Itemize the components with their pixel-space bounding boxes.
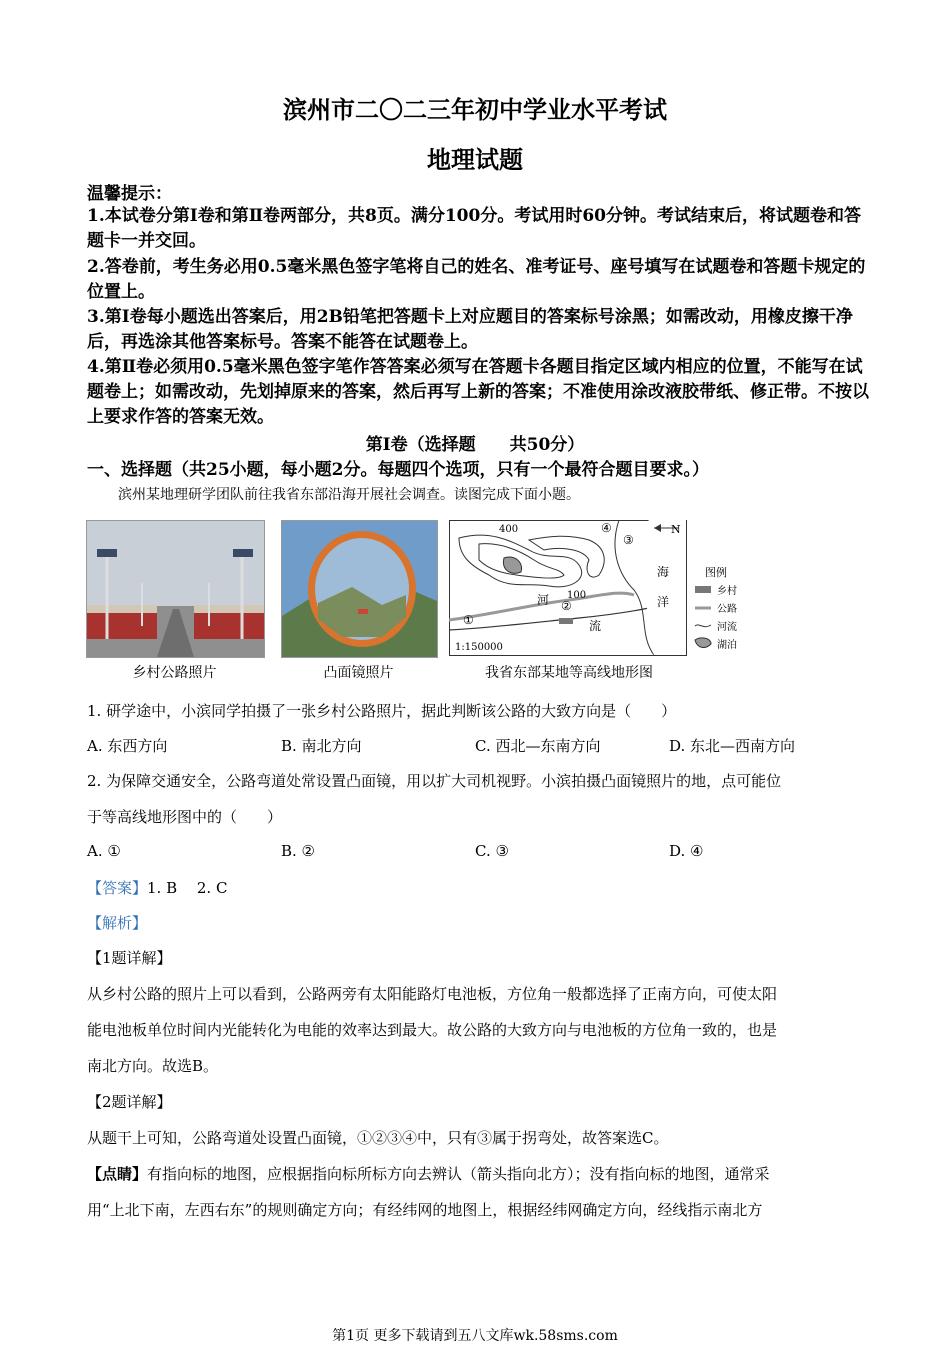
q1-option-b: B. 南北方向 <box>281 737 362 755</box>
tip-text-1: 有指向标的地图，应根据指向标所标方向去辨认（箭头指向北方）；没有指向标的地图，通常采 <box>147 1165 770 1183</box>
answer-value: 1. B 2. C <box>147 879 228 897</box>
north-arrow-label: N <box>671 523 681 536</box>
legend-lake-swatch <box>695 638 711 648</box>
point-4-label: ④ <box>601 521 612 535</box>
q2-option-d: D. ④ <box>669 842 704 860</box>
tip-label: 【点睛】 <box>87 1165 148 1183</box>
legend-river-swatch <box>695 625 711 627</box>
legend-title: 图例 <box>705 566 727 579</box>
river-label-1: 河 <box>537 593 550 607</box>
q1-option-c: C. 西北—东南方向 <box>475 737 601 755</box>
q2-option-c: C. ③ <box>475 842 509 860</box>
legend-river: 河流 <box>717 622 737 633</box>
question-intro: 滨州某地理研学团队前往我省东部沿海开展社会调查。读图完成下面小题。 <box>118 487 580 503</box>
part-heading: 一、选择题（共25小题，每小题2分。每题四个选项，只有一个最符合题目要求。） <box>87 460 709 480</box>
q1-option-d: D. 东北—西南方向 <box>669 737 796 755</box>
section-title: 第Ⅰ卷（选择题 共50分） <box>365 435 585 455</box>
convex-mirror-caption: 凸面镜照片 <box>323 665 394 681</box>
notice-item-2: 2.答卷前，考生务必用0.5毫米黑色签字笔将自己的姓名、准考证号、座号填写在试题卷和答题卡规定的位置上。 <box>87 257 866 302</box>
q1-analysis-line-3: 南北方向。故选B。 <box>87 1057 219 1075</box>
page-footer: 第1页 更多下载请到五八文库wk.58sms.com <box>332 1328 618 1344</box>
q1-analysis-line-2: 能电池板单位时间内光能转化为电能的效率达到最大。故公路的大致方向与电池板的方位角一致的，也是 <box>87 1021 778 1039</box>
point-3-label: ③ <box>623 533 634 547</box>
notice-item-1: 1.本试卷分第Ⅰ卷和第Ⅱ卷两部分，共8页。满分100分。考试用时60分钟。考试结束后，将试题卷和答题卡一并交回。 <box>87 206 861 251</box>
answer-label: 【答案】 <box>87 879 148 897</box>
q1-analysis-line-1: 从乡村公路的照片上可以看到，公路两旁有太阳能路灯电池板，方位角一般都选择了正南方向，可使太阳 <box>87 985 778 1003</box>
point-2-label: ② <box>561 599 572 613</box>
convex-mirror-illustration <box>282 521 437 657</box>
rural-road-caption: 乡村公路照片 <box>132 665 217 681</box>
q2-analysis-heading: 【2题详解】 <box>87 1093 172 1111</box>
sea-label-2: 洋 <box>657 595 670 609</box>
analysis-label: 【解析】 <box>87 914 148 932</box>
question-1-text: 1. 研学途中，小滨同学拍摄了一张乡村公路照片，据此判断该公路的大致方向是（ ） <box>87 702 677 720</box>
map-scale: 1:150000 <box>455 642 503 653</box>
question-2-line-1: 2. 为保障交通安全，公路弯道处常设置凸面镜，用以扩大司机视野。小滨拍摄凸面镜照片的地，点可能位 <box>87 772 782 790</box>
contour-map-graphic <box>449 520 749 656</box>
answer-line <box>87 877 227 898</box>
contour-100-label: 100 <box>567 590 587 601</box>
q2-analysis-line: 从题干上可知，公路弯道处设置凸面镜，①②③④中，只有③属于拐弯处，故答案选C。 <box>87 1129 669 1147</box>
notice-item-3: 3.第Ⅰ卷每小题选出答案后，用2B铅笔把答题卡上对应题目的答案标号涂黑；如需改动，用橡皮擦干净后，再选涂其他答案标号。答案不能答在试题卷上。 <box>87 307 853 352</box>
sea-label-1: 海 <box>657 565 670 579</box>
legend-road: 公路 <box>717 604 737 615</box>
convex-mirror-photo <box>281 520 438 658</box>
legend-village: 乡村 <box>717 586 737 597</box>
rural-road-illustration <box>87 521 264 657</box>
notice-heading: 温馨提示： <box>87 184 172 204</box>
exam-subtitle: 地理试题 <box>427 145 523 174</box>
legend-village-swatch <box>695 586 711 593</box>
rural-road-photo <box>86 520 265 658</box>
notice-item-4: 4.第Ⅱ卷必须用0.5毫米黑色签字笔作答答案必须写在答题卡各题目指定区域内相应的位置，不能写在试题卷上；如需改动，先划掉原来的答案，然后再写上新的答案；不准使用涂改液胶带纸、修正带。不按以上要求作答的答案无效。 <box>87 357 869 427</box>
tip-line-1 <box>87 1163 867 1184</box>
contour-map <box>449 520 749 656</box>
tip-line-2: 用“上北下南，左西右东”的规则确定方向；有经纬网的地图上，根据经纬网确定方向，经线指示南北方 <box>87 1201 763 1219</box>
contour-map-caption: 我省东部某地等高线地形图 <box>485 665 653 681</box>
legend-lake: 湖泊 <box>717 640 737 651</box>
q1-option-a: A. 东西方向 <box>87 737 168 755</box>
question-2-line-2: 于等高线地形图中的（ ） <box>87 808 283 826</box>
q1-analysis-heading: 【1题详解】 <box>87 949 172 967</box>
river-label-2: 流 <box>589 619 602 633</box>
q2-option-a: A. ① <box>87 842 121 860</box>
exam-title: 滨州市二〇二三年初中学业水平考试 <box>283 95 667 124</box>
q2-option-b: B. ② <box>281 842 316 860</box>
point-1-label: ① <box>463 613 474 627</box>
contour-400-label: 400 <box>499 524 519 535</box>
